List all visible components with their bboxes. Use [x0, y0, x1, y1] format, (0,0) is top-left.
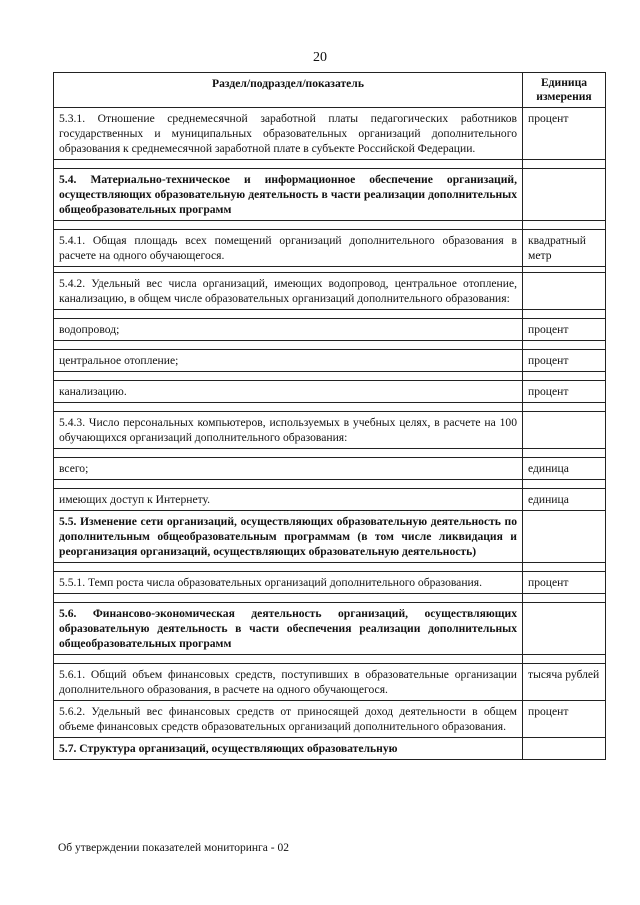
indicator-text: 5.6.1. Общий объем финансовых средств, поступивших в образовательные организации дополнительного образования, в расчете на одного обучающегося.: [54, 664, 523, 701]
indicator-unit: [523, 273, 606, 310]
page-number: 20: [313, 50, 327, 65]
indicator-unit: процент: [523, 701, 606, 738]
indicator-unit: [523, 412, 606, 449]
indicator-text: всего;: [54, 458, 523, 480]
indicator-unit: единица: [523, 458, 606, 480]
indicator-text: центральное отопление;: [54, 350, 523, 372]
indicator-text: 5.5.1. Темп роста числа образовательных организаций дополнительного образования.: [54, 572, 523, 594]
indicator-unit: процент: [523, 108, 606, 160]
indicator-unit: [523, 738, 606, 760]
table-row: [54, 458, 606, 480]
page-footer: Об утверждении показателей мониторинга - 02: [58, 842, 289, 854]
table-row: [54, 738, 606, 760]
table-row: [54, 169, 606, 221]
spacer-row: [54, 160, 606, 169]
indicators-table: [53, 72, 606, 760]
section-heading: 5.7. Структура организаций, осуществляющих образовательную: [54, 738, 523, 760]
indicator-unit: единица: [523, 489, 606, 511]
spacer-row: [54, 372, 606, 381]
indicator-unit: процент: [523, 572, 606, 594]
spacer-row: [54, 655, 606, 664]
section-heading: 5.5. Изменение сети организаций, осуществляющих образовательную деятельность по дополнительным общеобразовательным программам (в том числе ликвидация и реорганизация организаций, осуществляющих образовательную деятельность): [54, 511, 523, 563]
table-row: [54, 273, 606, 310]
indicator-unit: процент: [523, 350, 606, 372]
indicator-unit: [523, 603, 606, 655]
indicator-unit: процент: [523, 381, 606, 403]
spacer-row: [54, 563, 606, 572]
indicator-unit: процент: [523, 319, 606, 341]
indicator-text: 5.4.3. Число персональных компьютеров, используемых в учебных целях, в расчете на 100 обучающихся организаций дополнительного образования:: [54, 412, 523, 449]
table-row: [54, 664, 606, 701]
indicator-text: 5.4.1. Общая площадь всех помещений организаций дополнительного образования в расчете на одного обучающегося.: [54, 230, 523, 267]
section-heading: 5.6. Финансово-экономическая деятельность организаций, осуществляющих образовательную деятельность в части обеспечения реализации дополнительных общеобразовательных программ: [54, 603, 523, 655]
table-row: [54, 603, 606, 655]
indicator-text: 5.4.2. Удельный вес числа организаций, имеющих водопровод, центральное отопление, канализацию, в общем числе образовательных организаций дополнительного образования:: [54, 273, 523, 310]
section-heading: 5.4. Материально-техническое и информационное обеспечение организаций, осуществляющих образовательную деятельность в части реализации дополнительных общеобразовательных программ: [54, 169, 523, 221]
table-row: [54, 108, 606, 160]
table-row: [54, 350, 606, 372]
table-row: [54, 489, 606, 511]
spacer-row: [54, 449, 606, 458]
indicator-text: 5.3.1. Отношение среднемесячной заработной платы педагогических работников государственных и муниципальных образовательных организаций дополнительного образования к среднемесячной заработной плате в субъекте Российской Федерации.: [54, 108, 523, 160]
indicator-unit: тысяча рублей: [523, 664, 606, 701]
table-row: [54, 572, 606, 594]
table-header-row: [54, 73, 606, 108]
table-row: [54, 230, 606, 267]
table-row: [54, 511, 606, 563]
spacer-row: [54, 221, 606, 230]
spacer-row: [54, 341, 606, 350]
indicator-unit: квадратный метр: [523, 230, 606, 267]
spacer-row: [54, 310, 606, 319]
table-row: [54, 381, 606, 403]
indicator-text: водопровод;: [54, 319, 523, 341]
indicator-unit: [523, 511, 606, 563]
table-row: [54, 319, 606, 341]
spacer-row: [54, 403, 606, 412]
indicator-text: 5.6.2. Удельный вес финансовых средств от приносящей доход деятельности в общем объеме финансовых средств образовательных организаций дополнительного образования.: [54, 701, 523, 738]
indicator-text: имеющих доступ к Интернету.: [54, 489, 523, 511]
indicator-text: канализацию.: [54, 381, 523, 403]
table-row: [54, 412, 606, 449]
spacer-row: [54, 480, 606, 489]
spacer-row: [54, 594, 606, 603]
indicator-unit: [523, 169, 606, 221]
section-column-header: Раздел/подраздел/показатель: [54, 73, 523, 108]
unit-column-header: Единица измерения: [523, 73, 606, 108]
table-row: [54, 701, 606, 738]
